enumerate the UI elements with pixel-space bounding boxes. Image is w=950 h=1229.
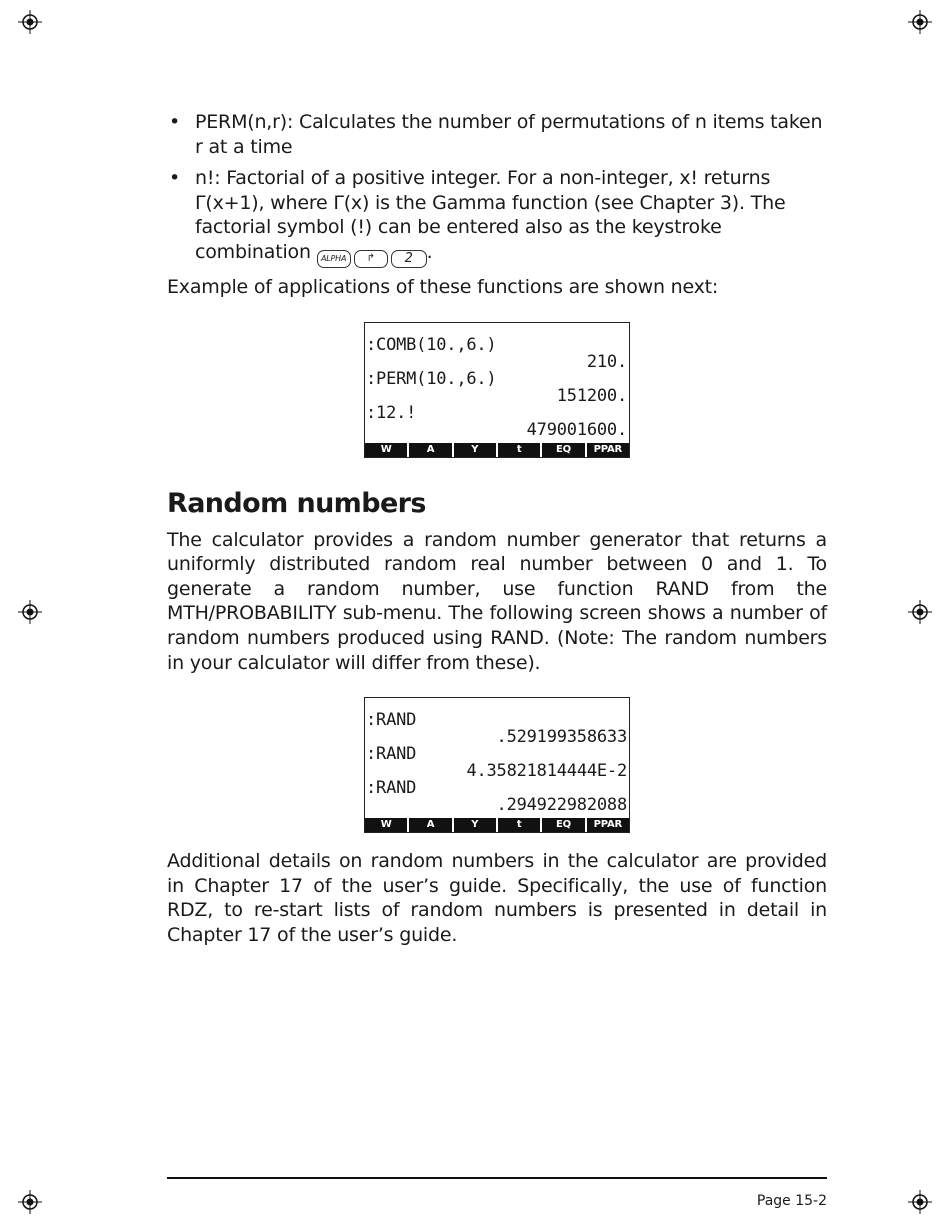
alpha-key-icon: ALPHA xyxy=(317,250,351,268)
menu-key: t xyxy=(498,443,542,457)
examples-intro: Example of applications of these functions are shown next: xyxy=(167,275,719,298)
menu-key: t xyxy=(498,818,542,832)
crop-mark-bottom-left xyxy=(18,1190,42,1214)
calculator-screen-rand xyxy=(364,697,630,833)
list-item-text: n!: Factorial of a positive integer. For a non-integer, x! returns Γ(x+1), where Γ(x) is the Gamma function (see Chapter 3). The factorial symbol (!) can be entered also as the keystroke combination xyxy=(195,167,786,263)
screen-line: :RAND xyxy=(366,710,417,731)
screen-line: :PERM(10.,6.) xyxy=(366,368,497,389)
page-number: Page 15-2 xyxy=(756,1193,827,1209)
crop-mark-top-right xyxy=(908,10,932,34)
function-list xyxy=(167,110,827,268)
screen-lines xyxy=(365,334,627,440)
menu-key: W xyxy=(365,443,409,457)
menu-key: A xyxy=(409,818,453,832)
menu-key: A xyxy=(409,443,453,457)
menu-key: EQ xyxy=(542,443,586,457)
crop-mark-mid-right xyxy=(908,600,932,624)
crop-mark-top-left xyxy=(18,10,42,34)
screen-line: :RAND xyxy=(366,744,417,765)
list-item-text: PERM(n,r): Calculates the number of permutations of n items taken r at a time xyxy=(195,111,823,158)
section-heading: Random numbers xyxy=(167,487,426,519)
additional-details-paragraph: Additional details on random numbers in the calculator are provided in Chapter 17 of the user’s guide. Specifically, the use of function RDZ, to re-start lists of random numbers is presented in detail in Chapter 17 of the user’s guide. xyxy=(167,850,827,946)
two-key-icon: 2 xyxy=(391,250,427,268)
screen-line: 4.35821814444E-2 xyxy=(466,761,627,782)
screen-line: .529199358633 xyxy=(496,727,627,748)
screen-line: .294922982088 xyxy=(496,795,627,816)
screen-line: :12.! xyxy=(366,402,417,423)
screen-line: 151200. xyxy=(556,385,627,406)
right-shift-key-icon: ↱ xyxy=(354,250,388,268)
menu-key: PPAR xyxy=(593,443,622,455)
menu-key: EQ xyxy=(542,818,586,832)
page-content xyxy=(167,110,827,948)
bullet-symbol: • xyxy=(169,167,181,190)
screen-line: :RAND xyxy=(366,778,417,799)
screen-line: :COMB(10.,6.) xyxy=(366,334,497,355)
menu-key: W xyxy=(365,818,409,832)
crop-mark-mid-left xyxy=(18,600,42,624)
soft-menu-bar xyxy=(365,443,629,457)
keystroke-combination xyxy=(317,250,427,268)
menu-key: PPAR xyxy=(593,819,622,831)
menu-key: Y xyxy=(454,443,498,457)
crop-mark-bottom-right xyxy=(908,1190,932,1214)
soft-menu-bar xyxy=(365,818,629,832)
menu-key: Y xyxy=(454,818,498,832)
list-item-perm xyxy=(167,110,827,159)
bullet-symbol: • xyxy=(169,111,181,133)
list-item-factorial xyxy=(167,166,827,268)
random-numbers-paragraph: The calculator provides a random number generator that returns a uniformly distributed random real number between 0 and 1. To generate a random number, use function RAND from the MTH/PROBABILITY sub-menu. The following screen shows a number of random numbers produced using RAND. (Note: The random numbers in your calculator will differ from these). xyxy=(167,528,827,674)
list-item-text-end: . xyxy=(426,240,433,263)
screen-line: 479001600. xyxy=(526,419,627,440)
screen-lines xyxy=(365,712,627,814)
screen-line: 210. xyxy=(586,351,627,372)
calculator-screen-combinatorics xyxy=(364,322,630,458)
footer-rule xyxy=(167,1177,827,1179)
